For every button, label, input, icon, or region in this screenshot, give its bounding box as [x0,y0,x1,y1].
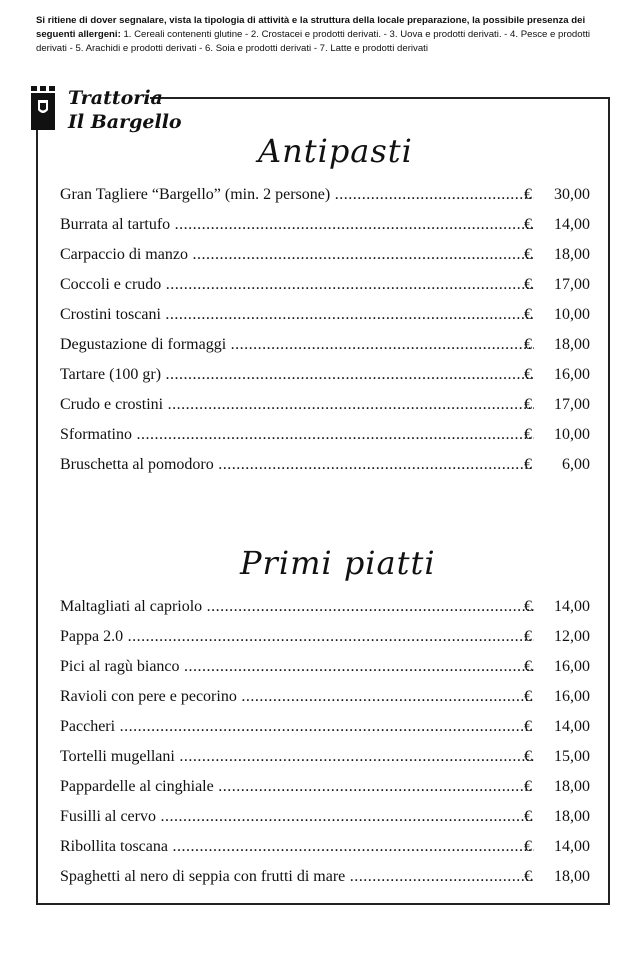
menu-item [60,450,600,480]
allergen-notice-intro: Si ritiene di dover segnalare, vista la tipologia di attività e la struttura della locale preparazione, la possibile presenza dei seguenti allergeni: [36,15,586,40]
menu-item-currency: € [524,336,532,353]
menu-item-price: 15,00 [554,748,590,765]
menu-item-name: Bruschetta al pomodoro ..... [60,450,534,480]
menu-item [60,832,600,862]
menu-item-currency: € [524,216,532,233]
menu-item-currency: € [524,778,532,795]
menu-item [60,712,600,742]
menu-item-price: 14,00 [554,216,590,233]
menu-item-currency: € [524,186,532,203]
menu-item-name: Pici al ragù bianco ..... [60,652,534,682]
menu-item-currency: € [524,276,532,293]
allergen-notice [36,14,606,56]
menu-item [60,360,600,390]
menu-item-currency: € [524,628,532,645]
menu-item-price: 16,00 [554,658,590,675]
menu-item [60,270,600,300]
menu-item [60,210,600,240]
menu-item-currency: € [524,598,532,615]
section-title-antipasti: Antipasti [258,132,413,170]
menu-item-name: Crudo e crostini ..... [60,390,534,420]
menu-item-name: Carpaccio di manzo ..... [60,240,534,270]
menu-item-name: Degustazione di formaggi ..... [60,330,534,360]
menu-item-name: Crostini toscani ..... [60,300,534,330]
menu-item [60,742,600,772]
menu-item [60,652,600,682]
antipasti-list [60,180,600,480]
menu-item [60,240,600,270]
menu-item-price: 17,00 [554,396,590,413]
menu-frame-top-rule [150,97,610,99]
menu-item-currency: € [524,366,532,383]
menu-item-price: 30,00 [554,186,590,203]
menu-item-currency: € [524,246,532,263]
menu-item-name: Tartare (100 gr) ..... [60,360,534,390]
menu-item [60,592,600,622]
menu-item-price: 14,00 [554,718,590,735]
menu-item-price: 18,00 [554,808,590,825]
menu-item-currency: € [524,456,532,473]
menu-item-price: 18,00 [554,868,590,885]
menu-item-name: Gran Tagliere “Bargello” (min. 2 persone) ..... [60,180,534,210]
restaurant-name-line2: Il Bargello [68,111,182,133]
menu-item [60,300,600,330]
menu-item-name: Tortelli mugellani ..... [60,742,534,772]
menu-item [60,330,600,360]
menu-item-name: Fusilli al cervo ..... [60,802,534,832]
menu-item [60,802,600,832]
restaurant-name [68,86,182,134]
menu-item-price: 18,00 [554,778,590,795]
menu-item-name: Pappa 2.0 ..... [60,622,534,652]
menu-item-currency: € [524,808,532,825]
menu-item [60,390,600,420]
menu-item-name: Maltagliati al capriolo ..... [60,592,534,622]
menu-item-price: 16,00 [554,366,590,383]
menu-item-price: 14,00 [554,598,590,615]
primi-list [60,592,600,892]
menu-item-price: 16,00 [554,688,590,705]
menu-item-currency: € [524,306,532,323]
menu-item [60,862,600,892]
menu-item-price: 18,00 [554,246,590,263]
menu-item-currency: € [524,868,532,885]
menu-item-currency: € [524,688,532,705]
menu-item-price: 17,00 [554,276,590,293]
menu-item [60,772,600,802]
allergen-notice-list: 1. Cereali contenenti glutine - 2. Crostacei e prodotti derivati. - 3. Uova e prodotti derivati. - 4. Pesce e prodotti derivati - 5. Arachidi e prodotti derivati - 6. Soia e prodotti derivati - 7. Latte e prodotti derivati [36,29,591,54]
section-title-primi: Primi piatti [240,544,436,582]
menu-item-price: 12,00 [554,628,590,645]
restaurant-name-line1: Trattoria [68,87,163,109]
menu-item [60,420,600,450]
menu-item-price: 10,00 [554,426,590,443]
menu-item-name: Ribollita toscana ..... [60,832,534,862]
menu-item-price: 14,00 [554,838,590,855]
tower-logo-icon [30,86,56,130]
menu-item [60,180,600,210]
menu-item-price: 6,00 [562,456,590,473]
menu-item-name: Ravioli con pere e pecorino ..... [60,682,534,712]
menu-item-currency: € [524,838,532,855]
menu-item-name: Spaghetti al nero di seppia con frutti di mare ..... [60,862,534,892]
menu-item-name: Paccheri ..... [60,712,534,742]
menu-item-currency: € [524,396,532,413]
menu-item-price: 10,00 [554,306,590,323]
menu-item-currency: € [524,426,532,443]
menu-item-name: Sformatino ..... [60,420,534,450]
menu-item-name: Pappardelle al cinghiale ..... [60,772,534,802]
menu-item-name: Coccoli e crudo ..... [60,270,534,300]
menu-item [60,622,600,652]
menu-item-currency: € [524,718,532,735]
menu-item-price: 18,00 [554,336,590,353]
menu-item-currency: € [524,658,532,675]
menu-item-name: Burrata al tartufo ..... [60,210,534,240]
menu-item [60,682,600,712]
menu-item-currency: € [524,748,532,765]
